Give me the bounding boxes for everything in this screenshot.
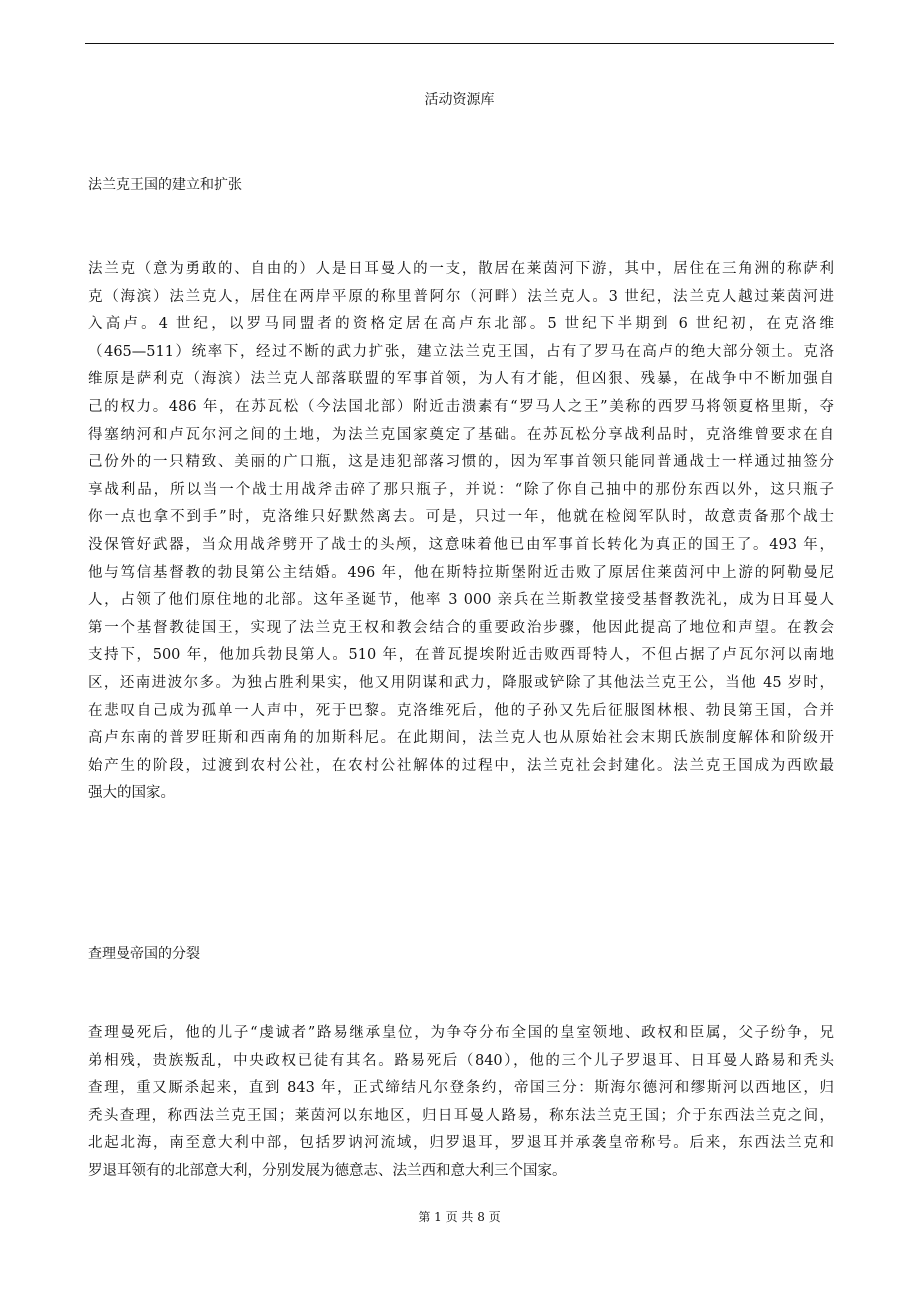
text-line: 罗退耳领有的北部意大利，分别发展为德意志、法兰西和意大利三个国家。	[88, 1162, 567, 1179]
text-line: 你一点也拿不到手”时，克洛维只好默然离去。可是，只过一年，他就在检阅军队时，故意责备那个战士	[88, 509, 834, 526]
text-line: 查理曼死后，他的儿子“虔诚者”路易继承皇位，为争夺分布全国的皇室领地、政权和臣属，父子纷争，兄	[88, 1025, 834, 1041]
section-heading-charlemagne-empire: 查理曼帝国的分裂	[88, 946, 200, 962]
section-heading-frankish-kingdom: 法兰克王国的建立和扩张	[88, 177, 242, 193]
text-line: 他与笃信基督教的勃艮第公主结婚。496 年，他在斯特拉斯堡附近击败了原居住莱茵河中上游的阿勒曼尼	[88, 564, 834, 581]
text-line: 己份外的一只精致、美丽的广口瓶，这是违犯部落习惯的，因为军事首领只能同普通战士一样通过抽签分	[88, 454, 834, 471]
header-rule	[85, 43, 834, 44]
text-line: 秃头查理，称西法兰克王国；莱茵河以东地区，归日耳曼人路易，称东法兰克王国；介于东西法兰克之间，	[88, 1107, 834, 1124]
text-line: 维原是萨利克（海滨）法兰克人部落联盟的军事首领，为人有才能，但凶狠、残暴，在战争中不断加强自	[88, 371, 834, 388]
text-line: 支持下，500 年，他加兵勃艮第人。510 年，在普瓦提埃附近击败西哥特人，不但占据了卢瓦尔河以南地	[88, 647, 834, 664]
text-line: 强大的国家。	[88, 785, 175, 802]
text-line: 法兰克（意为勇敢的、自由的）人是日耳曼人的一支，散居在莱茵河下游，其中，居住在三角洲的称萨利	[88, 261, 834, 277]
text-line: 区，还南进波尔多。为独占胜利果实，他又用阴谋和武力，降服或铲除了其他法兰克王公，当他 45 岁时，	[88, 674, 834, 691]
text-line: 查理，重又厮杀起来，直到 843 年，正式缔结凡尔登条约，帝国三分：斯海尔德河和缪斯河以西地区，归	[88, 1080, 834, 1097]
text-line: 北起北海，南至意大利中部，包括罗讷河流域，归罗退耳，罗退耳并承袭皇帝称号。后来，东西法兰克和	[88, 1135, 834, 1152]
text-line: 得塞纳河和卢瓦尔河之间的土地，为法兰克国家奠定了基础。在苏瓦松分享战利品时，克洛维曾要求在自	[88, 426, 834, 443]
text-line: 入高卢。4 世纪，以罗马同盟者的资格定居在高卢东北部。5 世纪下半期到 6 世纪初，在克洛维	[88, 316, 834, 333]
text-line: 第一个基督教徒国王，实现了法兰克王权和教会结合的重要政治步骤，他因此提高了地位和声望。在教会	[88, 619, 834, 636]
text-line: （465—511）统率下，经过不断的武力扩张，建立法兰克王国，占有了罗马在高卢的绝大部分领土。克洛	[88, 343, 834, 360]
paragraph-frankish-kingdom	[88, 256, 834, 808]
text-line: 没保管好武器，当众用战斧劈开了战士的头颅，这意味着他已由军事首长转化为真正的国王了。493 年，	[88, 536, 834, 553]
page-title: 活动资源库	[424, 92, 495, 108]
page-number-footer: 第 1 页 共 8 页	[418, 1210, 501, 1224]
text-line: 始产生的阶段，过渡到农村公社，在农村公社解体的过程中，法兰克社会封建化。法兰克王国成为西欧最	[88, 757, 834, 774]
text-line: 克（海滨）法兰克人，居住在两岸平原的称里普阿尔（河畔）法兰克人。3 世纪，法兰克人越过莱茵河进	[88, 288, 834, 305]
text-line: 享战利品，所以当一个战士用战斧击碎了那只瓶子，并说：“除了你自己抽中的那份东西以外，这只瓶子	[88, 481, 834, 498]
text-line: 高卢东南的普罗旺斯和西南角的加斯科尼。在此期间，法兰克人也从原始社会末期氏族制度解体和阶级开	[88, 730, 834, 747]
text-line: 在悲叹自己成为孤单一人声中，死于巴黎。克洛维死后，他的子孙又先后征服图林根、勃艮第王国，合并	[88, 702, 834, 719]
paragraph-charlemagne-empire	[88, 1020, 834, 1186]
text-line: 人，占领了他们原住地的北部。这年圣诞节，他率 3 000 亲兵在兰斯教堂接受基督教洗礼，成为日耳曼人	[88, 592, 834, 609]
text-line: 己的权力。486 年，在苏瓦松（今法国北部）附近击溃素有“罗马人之王”美称的西罗马将领夏格里斯，夺	[88, 398, 834, 415]
text-line: 弟相残，贵族叛乱，中央政权已徒有其名。路易死后（840），他的三个儿子罗退耳、日耳曼人路易和秃头	[88, 1052, 834, 1069]
